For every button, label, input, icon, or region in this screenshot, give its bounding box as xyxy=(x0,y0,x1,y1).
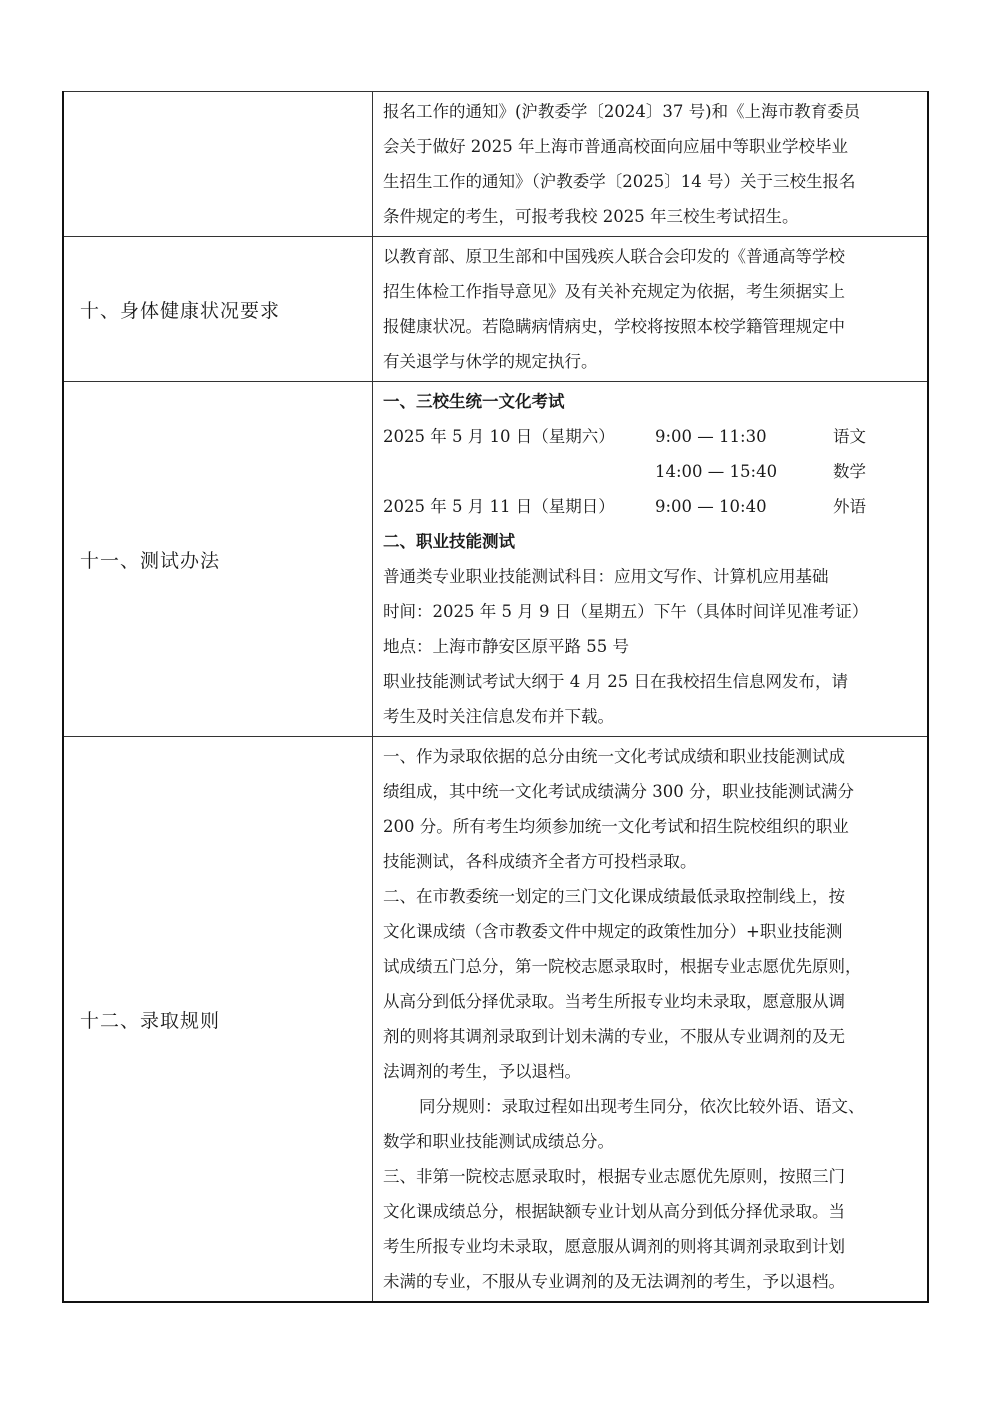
text-line: 二、在市教委统一划定的三门文化课成绩最低录取控制线上，按 xyxy=(383,887,845,906)
text-line: 200 分。所有考生均须参加统一文化考试和招生院校组织的职业 xyxy=(383,817,849,836)
table-row-admission-rules xyxy=(63,737,928,1303)
text-line: 剂的则将其调剂录取到计划未满的专业，不服从专业调剂的及无 xyxy=(383,1027,845,1046)
text-line: 从高分到低分择优录取。当考生所报专业均未录取，愿意服从调 xyxy=(383,992,845,1011)
row-label-health: 十、身体健康状况要求 xyxy=(63,237,373,382)
tie-rule-line: 同分规则：录取过程如出现考生同分，依次比较外语、语文、 xyxy=(419,1097,865,1116)
row-content-test-methods xyxy=(373,382,929,737)
text-line: 三、非第一院校志愿录取时，根据专业志愿优先原则，按照三门 xyxy=(383,1167,845,1186)
admission-table xyxy=(62,91,929,1303)
schedule-date xyxy=(383,454,655,489)
text-line: 一、作为录取依据的总分由统一文化考试成绩和职业技能测试成 xyxy=(383,747,845,766)
text-line: 时间：2025 年 5 月 9 日（星期五）下午（具体时间详见准考证） xyxy=(383,602,869,621)
schedule-subject: 语文 xyxy=(833,427,866,446)
text-line: 有关退学与休学的规定执行。 xyxy=(383,352,598,371)
row-content-health xyxy=(373,237,929,382)
row-label-admission-rules: 十二、录取规则 xyxy=(63,737,373,1303)
document-page xyxy=(62,91,929,1303)
text-line: 未满的专业，不服从专业调剂的及无法调剂的考生，予以退档。 xyxy=(383,1272,845,1291)
text-line: 数学和职业技能测试成绩总分。 xyxy=(383,1132,614,1151)
text-line: 地点：上海市静安区原平路 55 号 xyxy=(383,637,629,656)
text-line: 以教育部、原卫生部和中国残疾人联合会印发的《普通高等学校 xyxy=(383,247,845,266)
table-row-eligibility-continued xyxy=(63,92,928,237)
schedule-subject: 外语 xyxy=(833,497,866,516)
schedule-time: 14:00 — 15:40 xyxy=(655,462,778,481)
table-row-health-requirements xyxy=(63,237,928,382)
schedule-date: 2025 年 5 月 10 日（星期六） xyxy=(383,427,615,446)
text-line: 报名工作的通知》(沪教委学〔2024〕37 号)和《上海市教育委员 xyxy=(383,102,861,121)
table-row-test-methods xyxy=(63,382,928,737)
text-line: 生招生工作的通知》（沪教委学〔2025〕14 号）关于三校生报名 xyxy=(383,172,856,191)
schedule-time: 9:00 — 10:40 xyxy=(655,497,767,516)
section-title-skills-test: 二、职业技能测试 xyxy=(383,532,515,551)
text-line: 条件规定的考生，可报考我校 2025 年三校生考试招生。 xyxy=(383,207,799,226)
text-line: 文化课成绩（含市教委文件中规定的政策性加分）+职业技能测 xyxy=(383,922,843,941)
text-line: 试成绩五门总分，第一院校志愿录取时，根据专业志愿优先原则， xyxy=(383,957,862,976)
text-line: 考生所报专业均未录取，愿意服从调剂的则将其调剂录取到计划 xyxy=(383,1237,845,1256)
row-label xyxy=(63,92,373,237)
text-line: 文化课成绩总分，根据缺额专业计划从高分到低分择优录取。当 xyxy=(383,1202,845,1221)
text-line: 法调剂的考生，予以退档。 xyxy=(383,1062,581,1081)
text-line: 技能测试，各科成绩齐全者方可投档录取。 xyxy=(383,852,697,871)
schedule-subject: 数学 xyxy=(833,462,866,481)
row-content-admission-rules xyxy=(373,737,929,1303)
text-line: 报健康状况。若隐瞒病情病史，学校将按照本校学籍管理规定中 xyxy=(383,317,845,336)
row-content xyxy=(373,92,929,237)
text-line: 考生及时关注信息发布并下载。 xyxy=(383,707,614,726)
schedule-row xyxy=(383,454,919,489)
text-line: 会关于做好 2025 年上海市普通高校面向应届中等职业学校毕业 xyxy=(383,137,848,156)
text-line: 普通类专业职业技能测试科目：应用文写作、计算机应用基础 xyxy=(383,567,829,586)
text-line: 职业技能测试考试大纲于 4 月 25 日在我校招生信息网发布，请 xyxy=(383,672,848,691)
text-line: 招生体检工作指导意见》及有关补充规定为依据，考生须据实上 xyxy=(383,282,845,301)
section-title-culture-exam: 一、三校生统一文化考试 xyxy=(383,392,565,411)
text-line: 绩组成，其中统一文化考试成绩满分 300 分，职业技能测试满分 xyxy=(383,782,854,801)
schedule-row xyxy=(383,489,919,524)
schedule-row xyxy=(383,419,919,454)
row-label-test-methods: 十一、测试办法 xyxy=(63,382,373,737)
schedule-date: 2025 年 5 月 11 日（星期日） xyxy=(383,497,615,516)
schedule-time: 9:00 — 11:30 xyxy=(655,427,767,446)
